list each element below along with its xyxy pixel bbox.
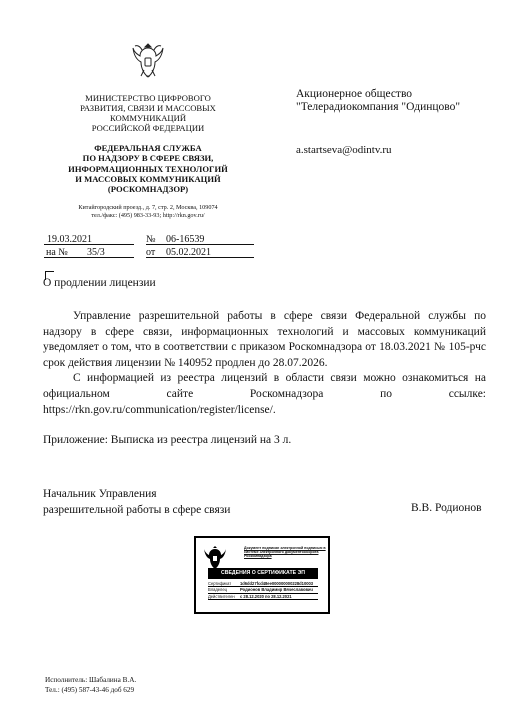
signatory-position: Начальник Управления разрешительной работы в сфере связи	[43, 488, 231, 517]
stamp-header: Документ подписан электронной подписью в системе электронного документооборота Роскомнадзора	[244, 546, 326, 559]
coat-of-arms-icon	[131, 40, 165, 80]
body-paragraph-1: Управление разрешительной работы в сфере связи Федеральной службы по надзору в сфере связи, информационных технологий и массовых коммуникаций уведомляет о том, что в соответствии с приказом Роскомнадзора от 18.03.2021 № 105-рчс срок действия лицензии № 140952 продлен до 28.07.2026.	[43, 310, 486, 369]
executor-info: Исполнитель: Шабалина В.А. Тел.: (495) 587-43-46 доб 629	[45, 676, 137, 694]
stamp-details	[208, 581, 318, 600]
sender-address: Китайгородский проезд., д. 7, стр. 2, Москва, 109074 тел./факс: (495) 983-33-93; http://rkn.gov.ru/	[78, 204, 218, 219]
body-paragraph-2: С информацией из реестра лицензий в области связи можно ознакомиться на официальном сайте Роскомнадзора по ссылке: https://rkn.gov.ru/communication/register/license/.	[43, 372, 486, 416]
stamp-row: Действителен с 28.12.2020 по 28.12.2021	[208, 594, 318, 600]
registration-number-label: №	[146, 234, 156, 245]
registration-number: 06-16539	[166, 234, 205, 245]
attachment-note: Приложение: Выписка из реестра лицензий на 3 л.	[43, 434, 292, 446]
recipient-email: a.startseva@odintv.ru	[296, 144, 392, 156]
reference-date: 05.02.2021	[166, 247, 211, 258]
signatory-name: В.В. Родионов	[411, 502, 482, 514]
subject-line: О продлении лицензии	[43, 277, 156, 289]
reference-label: на №	[46, 247, 68, 258]
reference-number: 35/3	[87, 247, 105, 258]
coat-of-arms-icon	[202, 544, 228, 570]
recipient-block: Акционерное общество "Телерадиокомпания "Одинцово"	[296, 88, 461, 113]
stamp-row: Владелец Родионов Владимир Вячеславович	[208, 587, 318, 593]
service-name: ФЕДЕРАЛЬНАЯ СЛУЖБА ПО НАДЗОРУ В СФЕРЕ СВЯЗИ, ИНФОРМАЦИОННЫХ ТЕХНОЛОГИЙ И МАССОВЫХ КОММУНИКАЦИЙ (РОСКОМНАДЗОР)	[68, 143, 228, 195]
registration-date: 19.03.2021	[47, 234, 92, 245]
e-signature-stamp	[194, 536, 330, 614]
letter-body	[43, 309, 486, 418]
ministry-name: МИНИСТЕРСТВО ЦИФРОВОГО РАЗВИТИЯ, СВЯЗИ И МАССОВЫХ КОММУНИКАЦИЙ РОССИЙСКОЙ ФЕДЕРАЦИИ	[80, 93, 216, 133]
stamp-row: Сертификат 1d6dd27fcd48ee000000000228d10003	[208, 581, 318, 587]
stamp-title: СВЕДЕНИЯ О СЕРТИФИКАТЕ ЭП	[208, 568, 318, 579]
reference-date-label: от	[146, 247, 156, 258]
